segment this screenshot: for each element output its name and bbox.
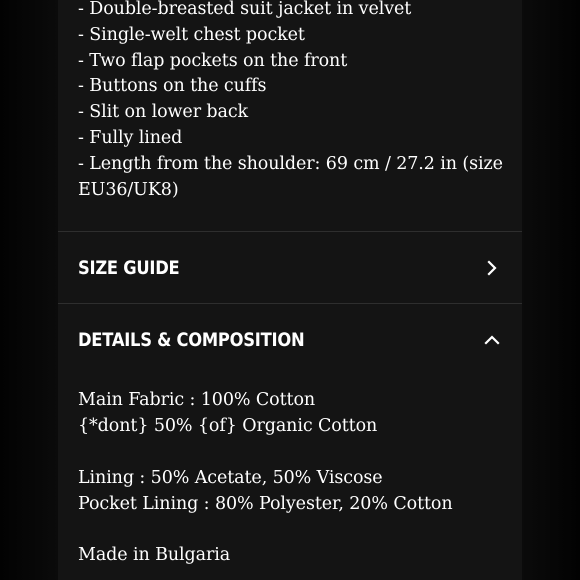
description-line: - Slit on lower back	[78, 102, 249, 123]
composition-line: Main Fabric : 100% Cotton	[78, 390, 316, 410]
product-description-list	[78, 0, 502, 203]
size-guide-accordion-header[interactable]	[58, 233, 522, 303]
divider	[58, 303, 522, 304]
details-composition-title: DETAILS & COMPOSITION	[78, 329, 305, 351]
divider	[58, 231, 522, 232]
details-composition-accordion-header[interactable]	[58, 305, 522, 375]
composition-line: {*dont} 50% {of} Organic Cotton	[78, 415, 378, 436]
chevron-right-icon	[484, 260, 500, 276]
size-guide-title: SIZE GUIDE	[78, 257, 180, 279]
description-line: - Two flap pockets on the front	[78, 50, 348, 71]
description-line: EU36/UK8)	[78, 179, 179, 200]
chevron-up-icon	[484, 332, 500, 348]
right-backdrop	[522, 0, 580, 580]
description-line: - Length from the shoulder: 69 cm / 27.2 in (size	[78, 153, 503, 174]
description-line: - Buttons on the cuffs	[78, 76, 267, 97]
composition-line: Pocket Lining : 80% Polyester, 20% Cotton	[78, 493, 453, 514]
origin-line: Made in Bulgaria	[78, 545, 231, 565]
description-line: - Fully lined	[78, 127, 183, 148]
lining-composition	[78, 466, 502, 518]
composition-line: Lining : 50% Acetate, 50% Viscose	[78, 468, 383, 488]
country-of-origin	[78, 543, 502, 569]
left-backdrop	[0, 0, 58, 580]
description-line: - Single-welt chest pocket	[78, 24, 305, 45]
description-line: - Double-breasted suit jacket in velvet	[78, 0, 412, 19]
product-info-panel[interactable]	[58, 0, 522, 580]
main-fabric-composition	[78, 388, 502, 440]
